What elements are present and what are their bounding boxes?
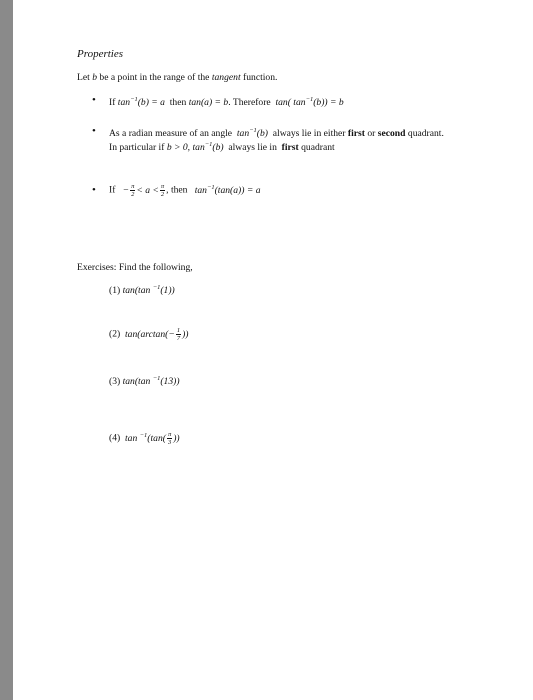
fraction-1-over-7: $\frac{1}{7}$: [176, 327, 181, 342]
exercise-item: (4) tan $^{-1}$(tan( $\frac{\pi}{3}$ )): [109, 431, 180, 446]
bullet-1-line: If $\tan^{-1}(b) = a$ then tan(a) = b. Therefore tan( $\tan^{-1}(b)) = b$: [109, 96, 344, 108]
exercises-title: Exercises: Find the following,: [77, 262, 193, 273]
fraction-pi-over-2: $\frac{\pi}{2}$: [131, 183, 135, 198]
left-gutter-bar: [0, 0, 13, 700]
bullet-dot: •: [92, 184, 96, 196]
exercise-item: (1) tan(tan $^{-1}$(1)): [109, 284, 175, 296]
properties-heading: Properties: [77, 48, 124, 60]
fraction-pi-over-2: $\frac{\pi}{2}$: [160, 183, 165, 198]
document-page: [13, 0, 533, 700]
fraction-pi-over-3: $\frac{\pi}{3}$: [167, 431, 172, 446]
bullet-dot: •: [92, 94, 96, 106]
exercise-item: (2) tan(arctan(− $\frac{1}{7}$ )): [109, 327, 189, 342]
bullet-2-line-2: In particular if b > 0, $\tan^{-1}(b)$ always lie in first quadrant: [109, 141, 335, 153]
bullet-dot: •: [92, 125, 96, 137]
bullet-3-line: If − $\frac{\pi}{2}$ < a < $\frac{\pi}{2}$ , then $\tan^{-1}(\tan(a)) = a$: [109, 183, 261, 198]
exercise-item: (3) tan(tan $^{-1}$(13)): [109, 375, 180, 387]
intro-line: Let b be a point in the range of the tangent function.: [77, 72, 278, 83]
bullet-2-line-1: As a radian measure of an angle $\tan^{-1}(b)$ always lie in either first or second quadrant.: [109, 127, 444, 139]
